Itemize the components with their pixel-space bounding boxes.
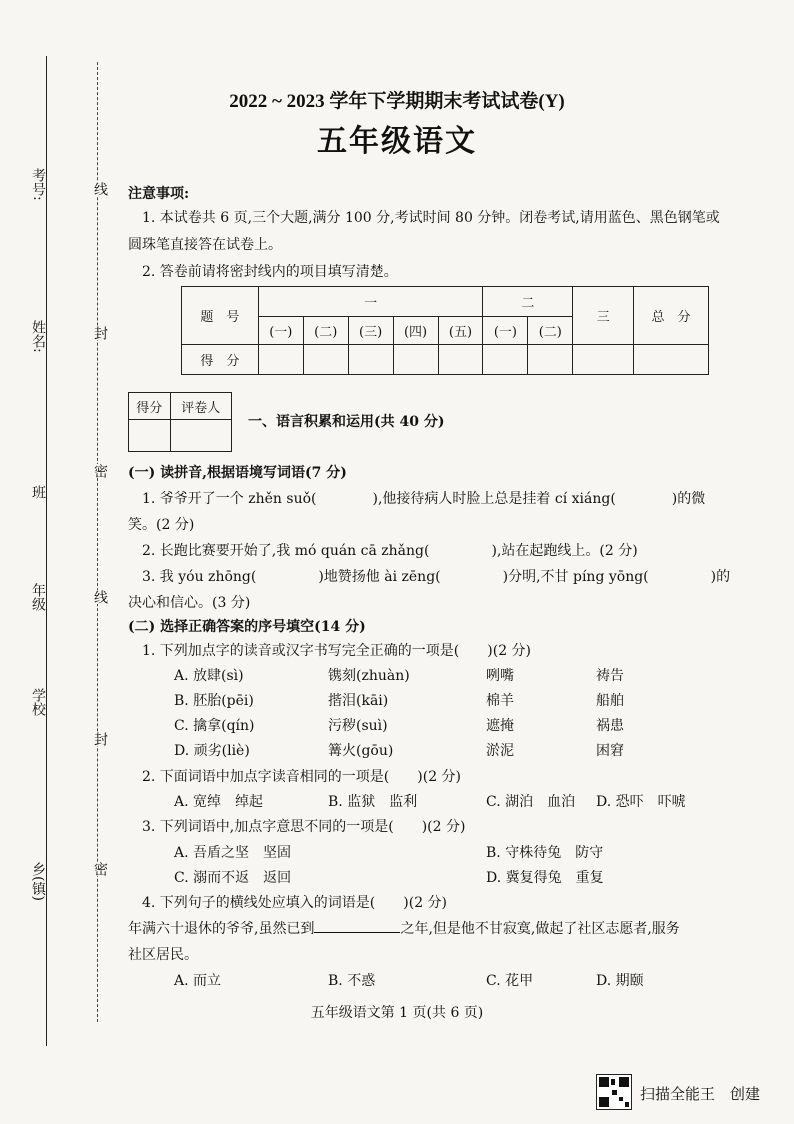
q1-option-c[interactable]: C. 擒拿(qín) <box>174 718 255 734</box>
q1-option-c-word3: 遮掩 <box>486 718 514 734</box>
grader-reviewer-cell[interactable] <box>170 420 232 452</box>
grader-reviewer-label: 评卷人 <box>170 393 232 420</box>
township-label: 乡(镇) <box>30 862 46 901</box>
q1-option-a-word4: 祷告 <box>596 668 624 684</box>
score-cell[interactable] <box>303 345 348 375</box>
answer-blank[interactable] <box>616 489 672 503</box>
score-table-sub: (一) <box>483 317 528 345</box>
answer-blank[interactable] <box>256 567 318 581</box>
score-cell[interactable] <box>393 345 438 375</box>
q3-option-c[interactable]: C. 溺而不返 返回 <box>174 870 292 886</box>
q1-option-d-word2: 篝火(gōu) <box>328 743 394 759</box>
subject-title: 五年级语文 <box>317 124 477 159</box>
part1-q3-cont: 决心和信心。(3 分) <box>128 595 251 611</box>
q1-option-c-word4: 祸患 <box>596 718 624 734</box>
q3-option-d[interactable]: D. 冀复得兔 重复 <box>486 870 604 886</box>
score-table-sub: (二) <box>528 317 573 345</box>
part1-q3: 3. 我 yóu zhōng( )地赞扬他 ài zēng( )分明,不甘 píng yōng( )的 <box>142 569 731 585</box>
exam-number-label: 考号: <box>30 168 46 201</box>
q2-option-c[interactable]: C. 湖泊 血泊 <box>486 794 576 810</box>
q4-option-c[interactable]: C. 花甲 <box>486 973 534 989</box>
score-table <box>181 286 709 375</box>
score-cell[interactable] <box>348 345 393 375</box>
score-table-total: 总 分 <box>634 287 709 345</box>
part2-q4: 4. 下列句子的横线处应填入的词语是( )(2 分) <box>142 895 448 911</box>
seal-text-xian: 线 <box>92 182 108 196</box>
q4-answer-blank[interactable] <box>314 918 400 933</box>
grader-score-cell[interactable] <box>129 420 171 452</box>
seal-text-xian-2: 线 <box>92 590 108 604</box>
grader-score-label: 得分 <box>129 393 171 420</box>
q1-option-b-word3: 棉羊 <box>486 693 514 709</box>
score-cell[interactable] <box>438 345 483 375</box>
q1-option-b-word4: 船舶 <box>596 693 624 709</box>
score-cell[interactable] <box>634 345 709 375</box>
notes-heading: 注意事项: <box>128 186 190 202</box>
score-cell[interactable] <box>483 345 528 375</box>
score-table-part1: 一 <box>258 287 483 317</box>
score-cell[interactable] <box>258 345 303 375</box>
page-footer: 五年级语文第 1 页(共 6 页) <box>310 1005 484 1021</box>
note-item-1-cont: 圆珠笔直接答在试卷上。 <box>128 237 282 253</box>
part2-q3: 3. 下列词语中,加点字意思不同的一项是( )(2 分) <box>142 819 466 835</box>
q1-option-a-word3: 咧嘴 <box>486 668 514 684</box>
name-label: 姓名: <box>30 320 46 353</box>
answer-blank[interactable] <box>441 567 503 581</box>
q2-option-b[interactable]: B. 监狱 监利 <box>328 794 418 810</box>
q1-option-d[interactable]: D. 顽劣(liè) <box>174 743 250 759</box>
q1-option-a-word2: 镌刻(zhuàn) <box>328 668 410 684</box>
class-label: 班 <box>30 485 46 499</box>
q4-passage: 年满六十退休的爷爷,虽然已到 之年,但是他不甘寂寞,做起了社区志愿者,服务 <box>128 918 680 938</box>
part1-q1: 1. 爷爷开了一个 zhěn suǒ( ),他接待病人时脸上总是挂着 cí xiáng( )的微 <box>142 491 706 507</box>
q1-option-b-word2: 揩泪(kāi) <box>328 693 389 709</box>
qr-code-icon <box>596 1074 632 1110</box>
part2-q2: 2. 下面词语中加点字读音相同的一项是( )(2 分) <box>142 769 462 785</box>
exam-title: 2022 ~ 2023 学年下学期期末考试试卷(Y) <box>229 91 565 112</box>
exam-number-blank[interactable] <box>46 205 47 207</box>
note-item-1: 1. 本试卷共 6 页,三个大题,满分 100 分,考试时间 80 分钟。闭卷考试,请用蓝色、黑色钢笔或 <box>142 210 720 226</box>
school-label: 学校 <box>30 688 46 716</box>
grader-box <box>128 392 232 452</box>
score-table-defen: 得 分 <box>182 345 259 375</box>
section1-title: 一、语言积累和运用(共 40 分) <box>248 414 445 430</box>
score-cell[interactable] <box>528 345 573 375</box>
q4-option-d[interactable]: D. 期颐 <box>596 973 644 989</box>
q4-passage-cont: 社区居民。 <box>128 947 198 963</box>
scanner-brand-watermark: 扫描全能王 创建 <box>640 1085 761 1103</box>
q4-option-b[interactable]: B. 不惑 <box>328 973 376 989</box>
q1-option-c-word2: 污秽(suì) <box>328 718 388 734</box>
part1-q1-cont: 笑。(2 分) <box>128 517 195 533</box>
note-item-2: 2. 答卷前请将密封线内的项目填写清楚。 <box>142 264 398 280</box>
answer-blank[interactable] <box>429 541 491 555</box>
score-table-tihao: 题 号 <box>182 287 259 345</box>
score-table-sub: (四) <box>393 317 438 345</box>
q1-option-b[interactable]: B. 胚胎(pēi) <box>174 693 254 709</box>
part1-q2: 2. 长跑比赛要开始了,我 mó quán cā zhǎng( ),站在起跑线上。(2 分) <box>142 543 638 559</box>
q4-option-a[interactable]: A. 而立 <box>174 973 222 989</box>
q2-option-d[interactable]: D. 恐吓 吓唬 <box>596 794 686 810</box>
grade-label: 年级 <box>30 583 46 611</box>
seal-text-feng: 封 <box>92 326 108 340</box>
q1-option-a[interactable]: A. 放肆(sì) <box>174 668 244 684</box>
score-table-part2: 二 <box>483 287 573 317</box>
q1-option-d-word4: 困窘 <box>596 743 624 759</box>
score-table-sub: (二) <box>303 317 348 345</box>
q2-option-a[interactable]: A. 宽绰 绰起 <box>174 794 264 810</box>
seal-text-feng-2: 封 <box>92 732 108 746</box>
score-table-sub: (一) <box>258 317 303 345</box>
answer-blank[interactable] <box>317 489 373 503</box>
score-table-part3: 三 <box>573 287 634 345</box>
part2-q1: 1. 下列加点字的读音或汉字书写完全正确的一项是( )(2 分) <box>142 643 532 659</box>
score-table-sub: (五) <box>438 317 483 345</box>
q3-option-b[interactable]: B. 守株待兔 防守 <box>486 845 604 861</box>
seal-text-mi-2: 密 <box>92 862 108 876</box>
part1-heading: (一) 读拼音,根据语境写词语(7 分) <box>128 465 347 481</box>
seal-text-mi: 密 <box>92 464 108 478</box>
score-cell[interactable] <box>573 345 634 375</box>
answer-blank[interactable] <box>649 567 711 581</box>
q3-option-a[interactable]: A. 吾盾之坚 坚固 <box>174 845 292 861</box>
q1-option-d-word3: 淤泥 <box>486 743 514 759</box>
part2-heading: (二) 选择正确答案的序号填空(14 分) <box>128 619 366 635</box>
score-table-sub: (三) <box>348 317 393 345</box>
binding-line-dashed <box>97 62 98 1022</box>
